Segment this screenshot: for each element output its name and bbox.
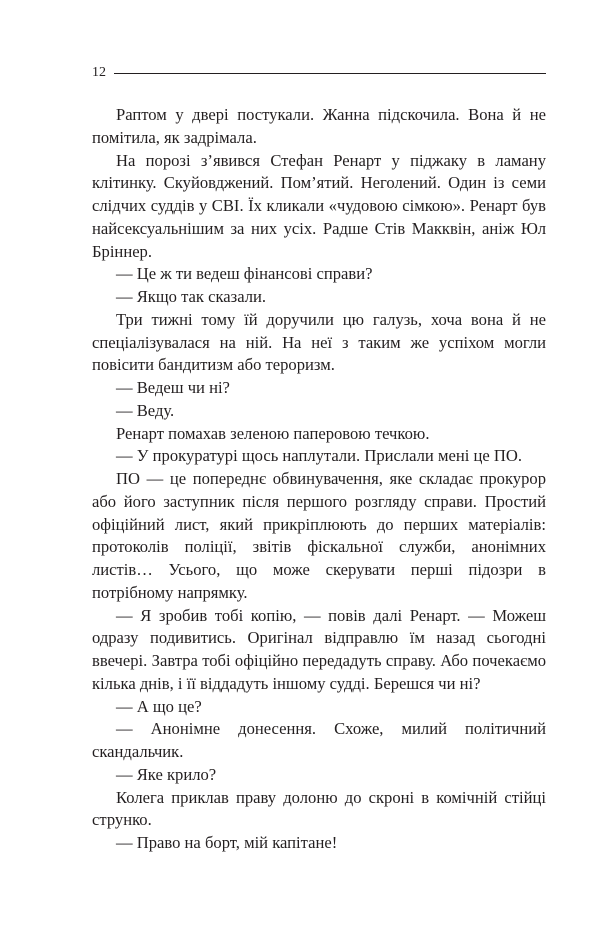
paragraph: — Це ж ти ведеш фінансові справи? bbox=[116, 264, 373, 284]
paragraph: — Анонімне донесення. Схоже, милий політичний скандальчик. bbox=[92, 719, 546, 761]
header-rule bbox=[114, 73, 546, 74]
paragraph: Ренарт помахав зеленою паперовою течкою. bbox=[116, 423, 430, 443]
page-header bbox=[92, 64, 546, 84]
paragraph: ПО — це попереднє обвинувачення, яке складає прокурор або його заступник після першого розгляду справи. Простий офіційний лист, який прикріплюють до перших матеріалів: протоколів поліції, звітів фіскальної служби, анонімних листів… Усього, що може скерувати перші підозри в потрібному напрямку. bbox=[92, 469, 546, 602]
paragraph: — Ведеш чи ні? bbox=[116, 378, 230, 397]
paragraph: — Право на борт, мій капітане! bbox=[116, 833, 338, 852]
paragraph: Три тижні тому їй доручили цю галузь, хоча вона й не спеціалізувалася на ній. На неї з таким же успіхом могли повісити бандитизм або тероризм. bbox=[92, 309, 546, 375]
paragraph: — Якщо так сказали. bbox=[116, 287, 267, 306]
paragraph: — А що це? bbox=[116, 696, 202, 716]
page-number: 12 bbox=[92, 65, 106, 80]
paragraph: Колега приклав праву долоню до скроні в комічній стійці струнко. bbox=[92, 787, 546, 830]
paragraph: — Я зробив тобі копію, — повів далі Ренарт. — Можеш одразу подивитись. Оригінал відправлю їм назад сьогодні ввечері. Завтра тобі офіційно передадуть справу. Або почекаємо кілька днів, і її віддадуть іншому судді. Берешся чи ні? bbox=[92, 605, 546, 693]
body-text bbox=[92, 104, 546, 855]
paragraph: — У прокуратурі щось наплутали. Прислали мені це ПО. bbox=[116, 446, 522, 466]
paragraph: — Веду. bbox=[116, 400, 175, 420]
paragraph: На порозі з’явився Стефан Ренарт у піджаку в ламану клітинку. Скуйовджений. Пом’ятий. Неголений. Один із семи слідчих суддів у СВІ. Їх кликали «чудовою сімкою». Ренарт був найсексуальнішим за них усіх. Радше Стів Макквін, аніж Юл Бріннер. bbox=[92, 150, 546, 261]
paragraph: — Яке крило? bbox=[116, 764, 217, 784]
paragraph: Раптом у двері постукали. Жанна підскочила. Вона й не помітила, як задрімала. bbox=[92, 105, 546, 147]
